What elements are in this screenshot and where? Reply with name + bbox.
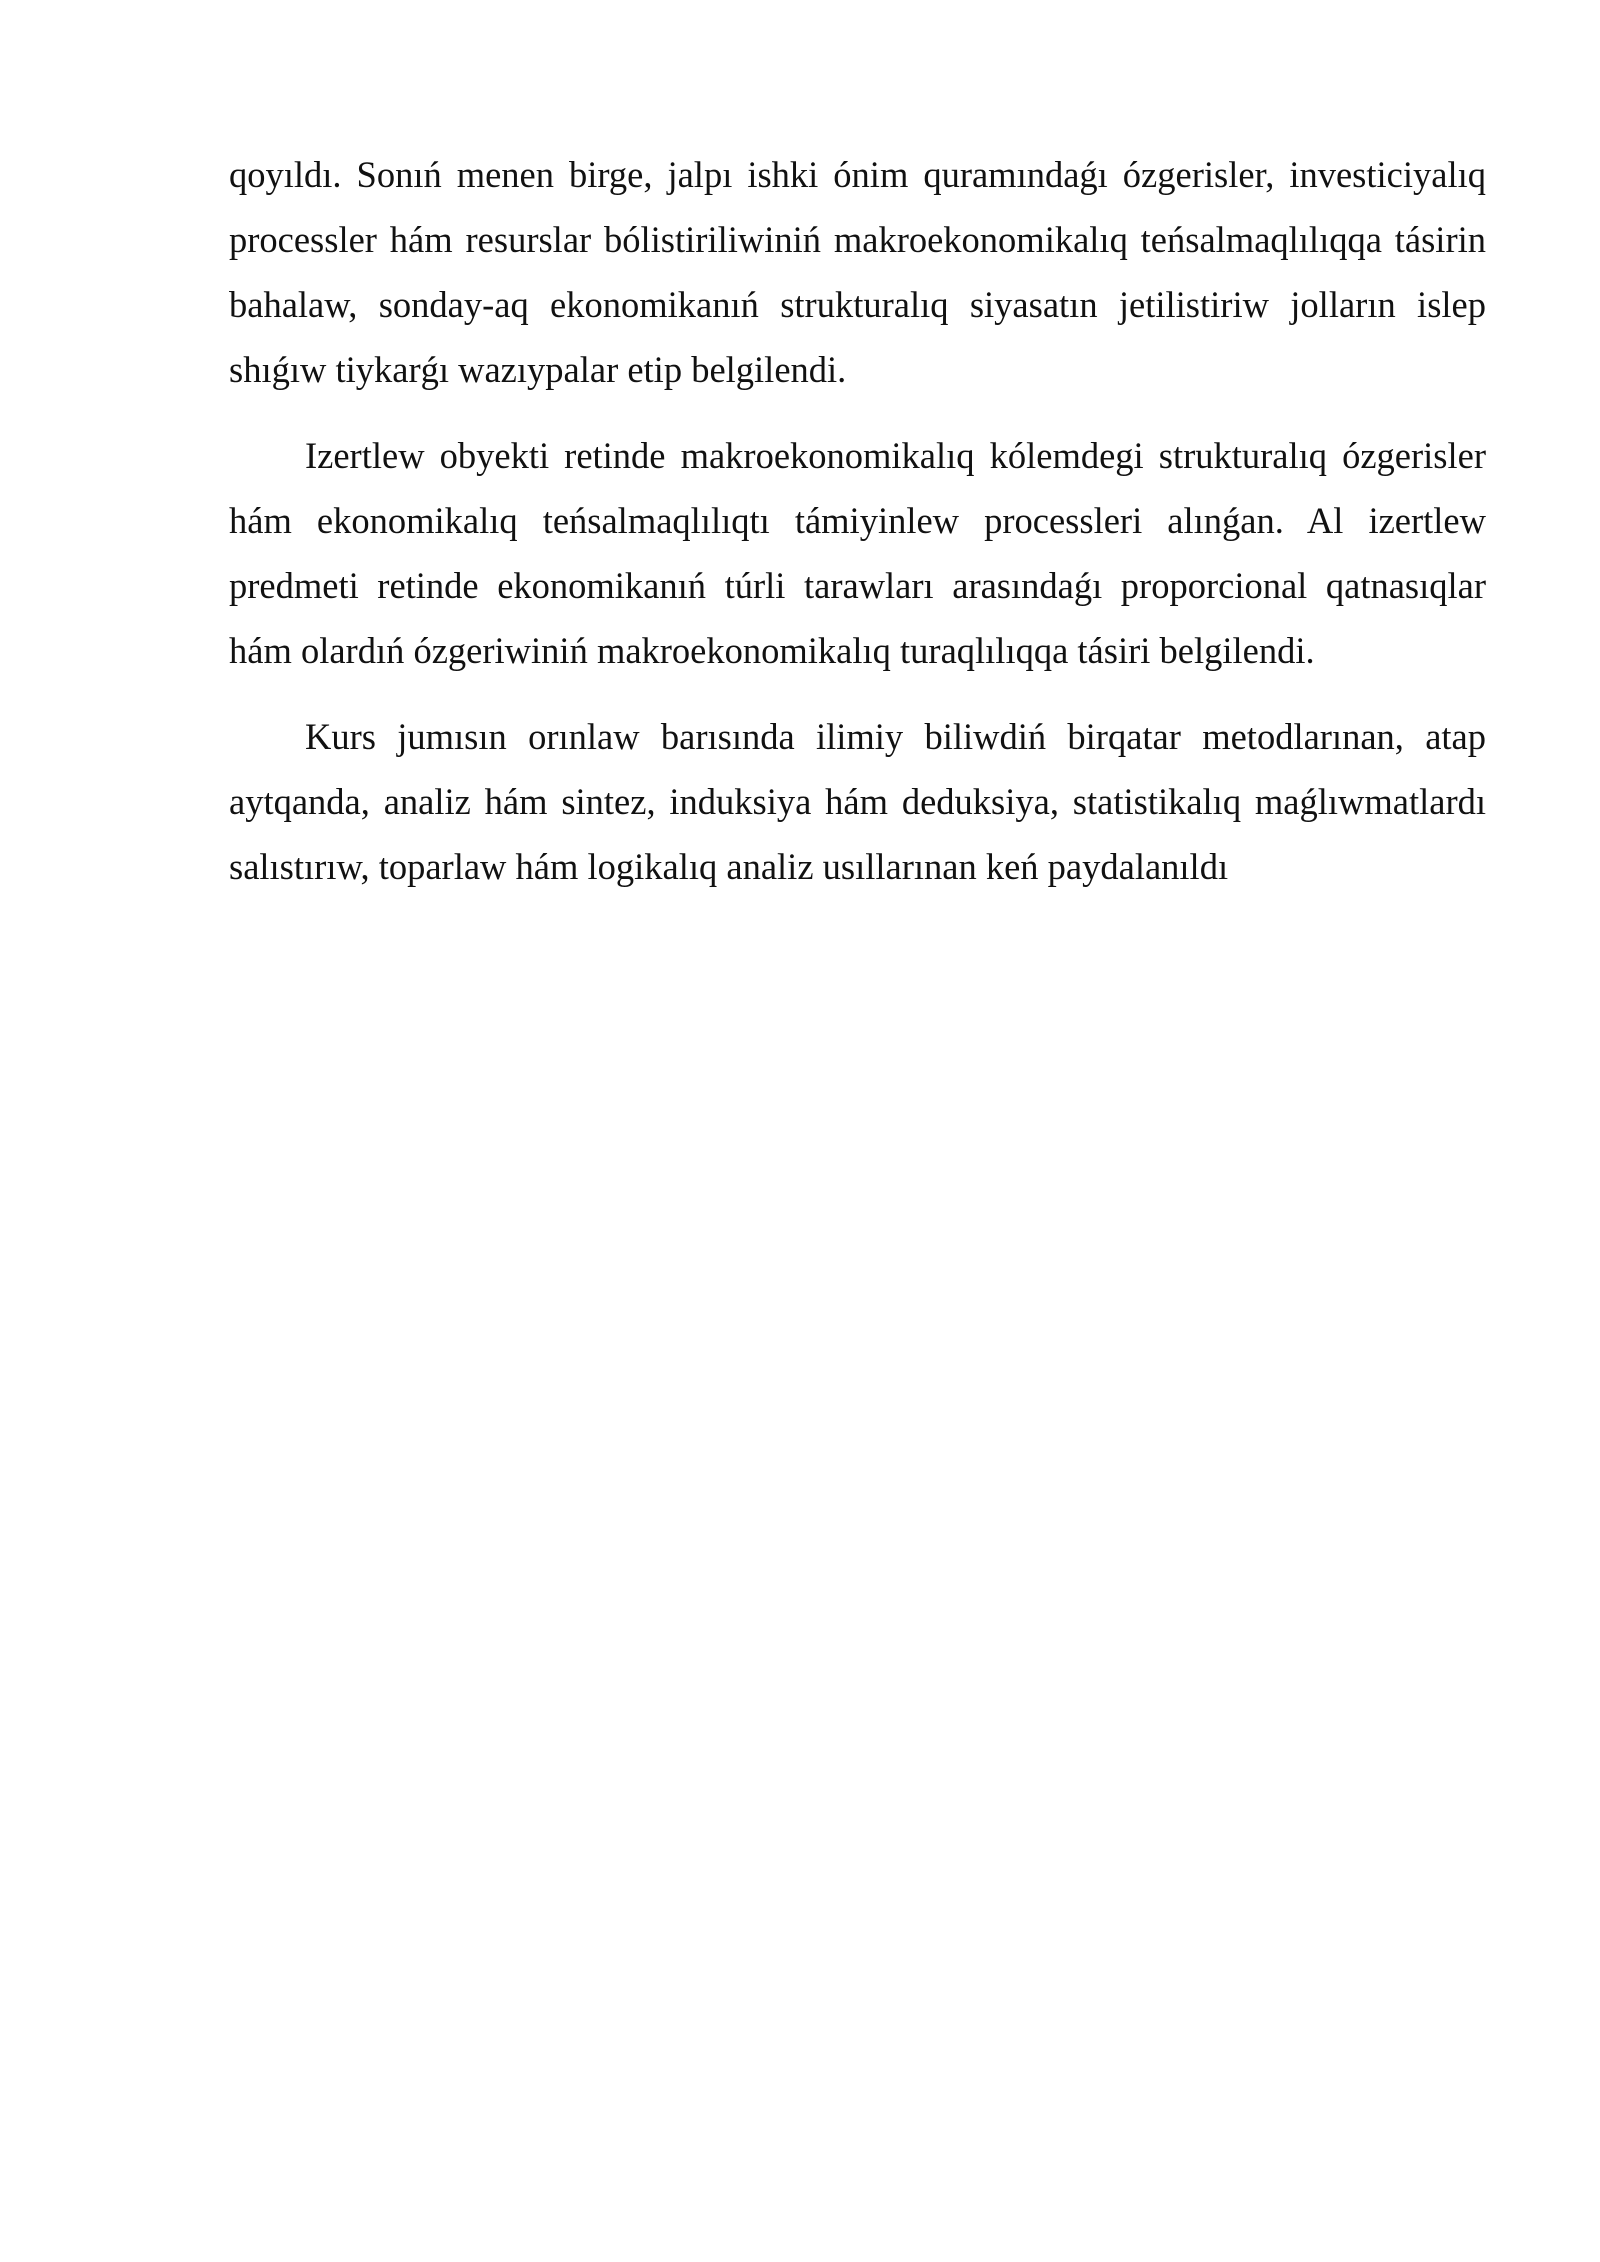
paragraph-research-object: Izertlew obyekti retinde makroekonomikalıq kólemdegi strukturalıq ózgerisler hám ekonomikalıq teńsalmaqlılıqtı támiyinlew processleri alınǵan. Al izertlew predmeti retinde ekonomikanıń túrli tarawları arasındaǵı proporcional qatnasıqlar hám olardıń ózgeriwiniń makroekonomikalıq turaqlılıqqa tásiri belgilendi. — [229, 435, 1486, 671]
paragraph-continuation: qoyıldı. Sonıń menen birge, jalpı ishki ónim quramındaǵı ózgerisler, investiciyalıq processler hám resurslar bólistiriliwiniń makroekonomikalıq teńsalmaqlılıqqa tásirin bahalaw, sonday-aq ekonomikanıń strukturalıq siyasatın jetilistiriw jolların islep shıǵıw tiykarǵı wazıypalar etip belgilendi. — [229, 154, 1486, 390]
paragraph-methods: Kurs jumısın orınlaw barısında ilimiy biliwdiń birqatar metodlarınan, atap aytqanda, analiz hám sintez, induksiya hám deduksiya, statistikalıq maǵlıwmatlardı salıstırıw, toparlaw hám logikalıq analiz usıllarınan keń paydalanıldı — [229, 716, 1486, 887]
body-text — [229, 142, 1486, 920]
